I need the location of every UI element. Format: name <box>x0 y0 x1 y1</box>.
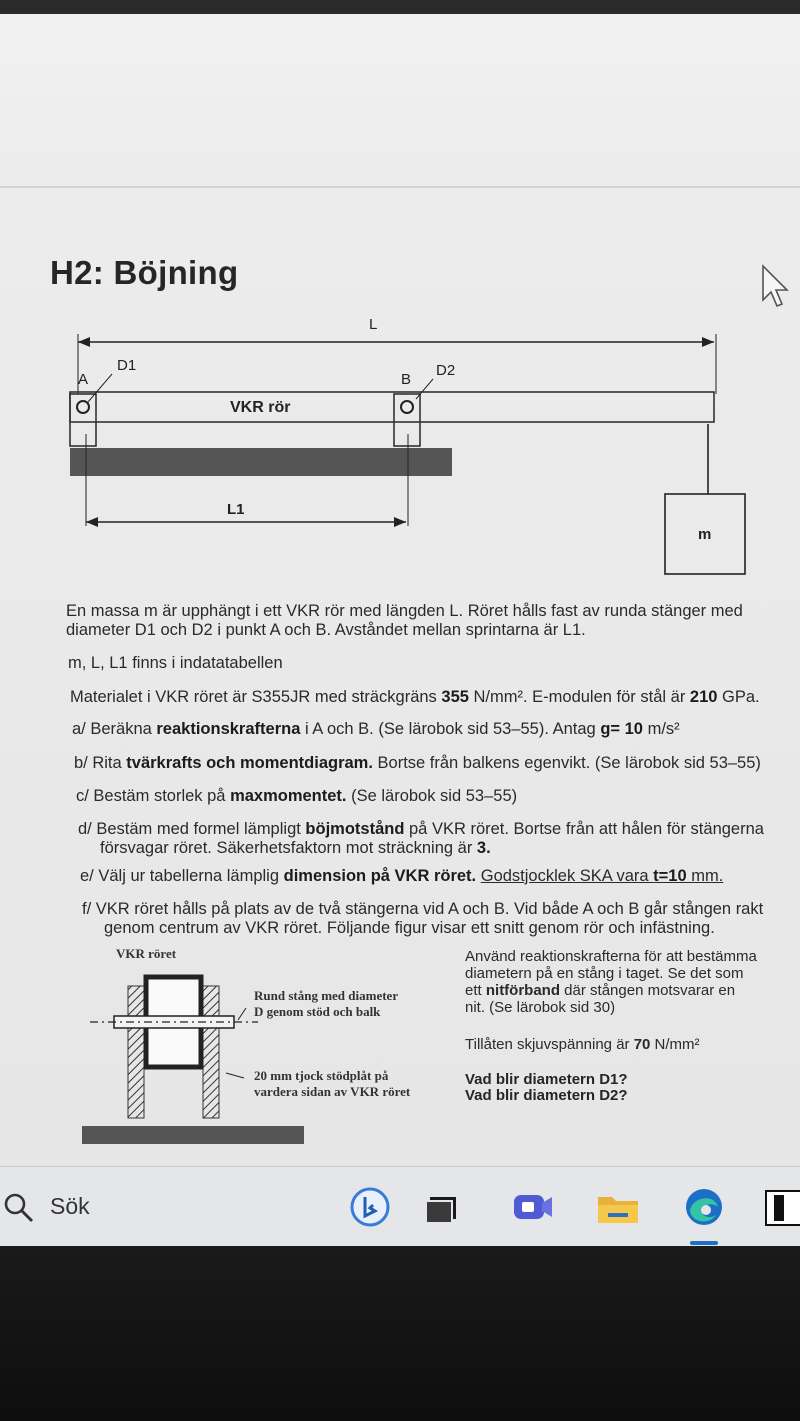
edge-active-indicator <box>690 1241 718 1245</box>
task-f: f/ VKR röret hålls på plats av de två stängerna vid A och B. Vid både A och B går stången rakt genom centrum av VKR röret. Följande figur visar ett snitt genom rör och infästning. <box>82 900 764 937</box>
right-support-plate <box>203 986 219 1118</box>
task-a: a/ Beräkna reaktionskrafterna i A och B. (Se lärobok sid 53–55). Antag g= 10 m/s² <box>72 720 680 738</box>
monitor-bezel-top <box>0 0 800 14</box>
D2-label: D2 <box>436 362 456 379</box>
intro-text: En massa m är upphängt i ett VKR rör med längden L. Röret hålls fast av runda stänger med diameter D1 och D2 i punkt A och B. Avståndet mellan sprintarna är L1. <box>66 602 743 639</box>
length-L-label: L <box>369 316 378 333</box>
task-view-icon[interactable] <box>418 1183 466 1231</box>
beam-label: VKR rör <box>230 399 291 416</box>
mass-label: m <box>698 526 712 543</box>
page-title: H2: Böjning <box>50 254 239 291</box>
task-b: b/ Rita tvärkrafts och momentdiagram. Bortse från balkens egenvikt. (Se lärobok sid 53–55) <box>74 754 761 772</box>
search-label: Sök <box>50 1193 90 1219</box>
side-instructions: Använd reaktionskrafterna för att bestämma diametern på en stång i taget. Se det som ett nitförband där stången motsvarar en nit. (Se lärobok sid 30) <box>465 948 757 1016</box>
question-D1: Vad blir diametern D1? <box>465 1071 628 1088</box>
rod-label: Rund stång med diameter D genom stöd och balk <box>254 988 399 1019</box>
task-d: d/ Bestäm med formel lämpligt böjmotstånd på VKR röret. Bortse från att hålen för stängerna försvagar röret. Säkerhetsfaktorn mot sträckning är 3. <box>78 820 764 857</box>
task-c: c/ Bestäm storlek på maxmomentet. (Se lärobok sid 53–55) <box>76 787 518 805</box>
question-D2: Vad blir diametern D2? <box>465 1087 628 1104</box>
teams-icon[interactable] <box>508 1183 556 1231</box>
input-note: m, L, L1 finns i indatatabellen <box>68 654 283 672</box>
point-A-label: A <box>78 371 89 388</box>
allowed-shear-text: Tillåten skjuvspänning är 70 N/mm² <box>465 1036 700 1053</box>
base-plate <box>82 1126 304 1144</box>
task-e: e/ Välj ur tabellerna lämplig dimension på VKR röret. Godstjocklek SKA vara t=10 mm. <box>80 867 724 885</box>
pinned-app-icon[interactable] <box>760 1183 800 1231</box>
material-text: Materialet i VKR röret är S355JR med sträckgräns 355 N/mm². E-modulen för stål är 210 GPa. <box>70 688 760 706</box>
monitor-bezel-bottom <box>0 1246 800 1421</box>
bing-chat-icon[interactable] <box>346 1183 394 1231</box>
edge-icon[interactable] <box>680 1183 728 1231</box>
screen <box>0 14 800 1180</box>
D1-label: D1 <box>117 357 137 374</box>
point-B-label: B <box>401 371 412 388</box>
taskbar-search[interactable] <box>0 1185 340 1229</box>
taskbar <box>0 1166 800 1247</box>
search-icon <box>2 1191 36 1225</box>
file-explorer-icon[interactable] <box>594 1183 642 1231</box>
length-L1-label: L1 <box>227 501 245 518</box>
left-support-plate <box>128 986 144 1118</box>
tube-label: VKR röret <box>116 946 177 961</box>
plate-label: 20 mm tjock stödplåt på vardera sidan av VKR röret <box>254 1068 411 1099</box>
